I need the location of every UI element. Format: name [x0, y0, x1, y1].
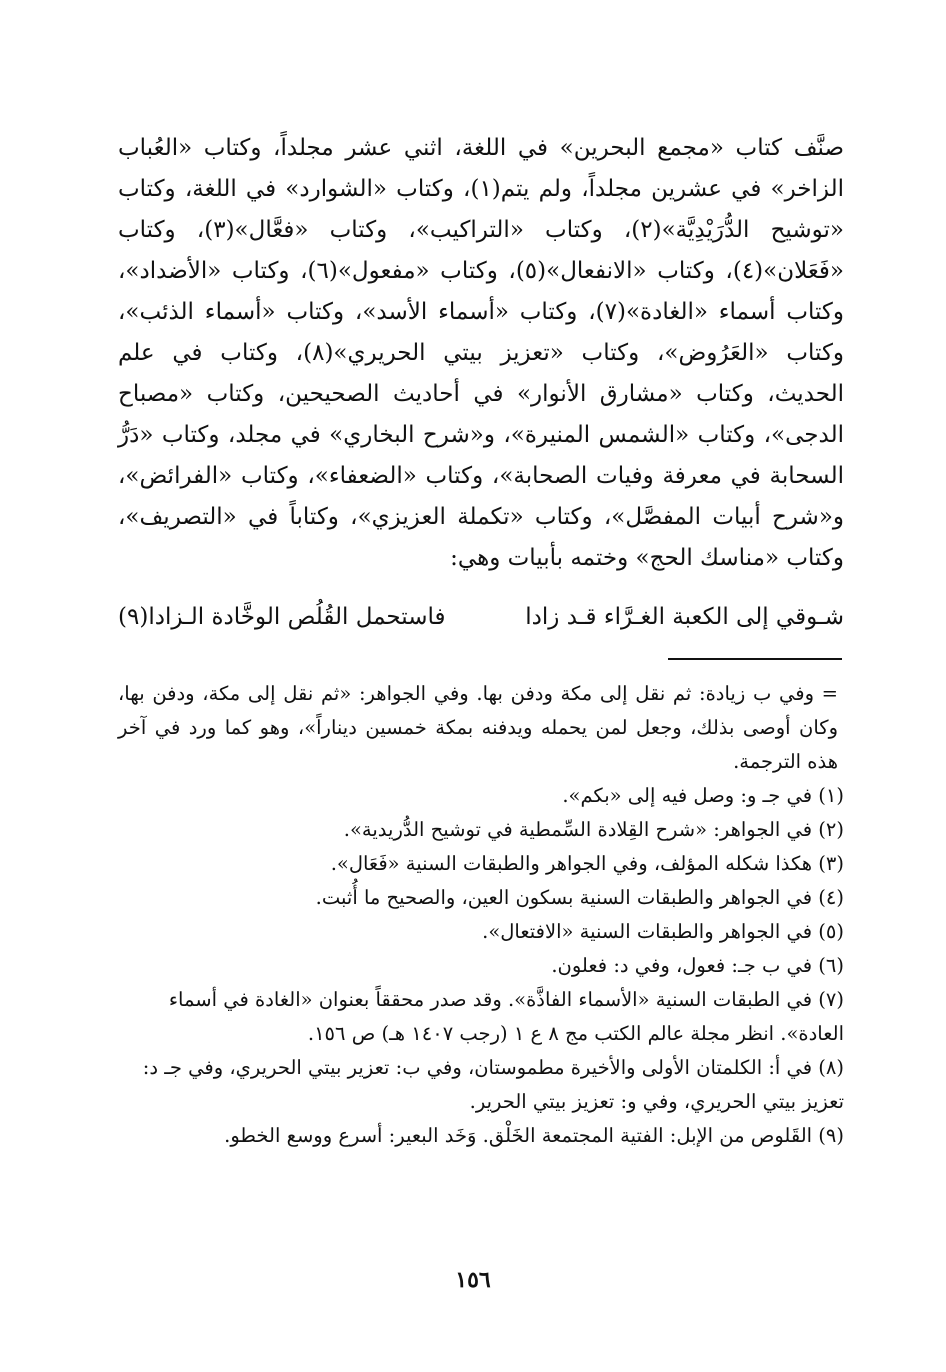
footnote-7: (٧) في الطبقات السنية «الأسماء الفاذَّة». وقد صدر محققاً بعنوان «الغادة في أسماء العادة». انظر مجلة عالم الكتب مج ٨ ع ١ (رجب ١٤٠٧ هـ) ص ١٥٦.	[168, 988, 844, 1045]
verse-first-hemistich: شـوقي إلى الكعبة الغـرَّاء قـد زادا	[525, 604, 844, 630]
verse-second-hemistich: فاستحمل القُلُص الوخَّادة الـزادا(٩)	[118, 604, 446, 630]
poem-verse	[118, 597, 844, 638]
page-number: ١٥٦	[455, 1267, 491, 1293]
footnote-2: (٢) في الجواهر: «شرح القِلادة السِّمطية في توشيح الدُّريدية».	[343, 818, 844, 841]
footnotes	[118, 677, 844, 1153]
footnote-3: (٣) هكذا شكله المؤلف، وفي الجواهر والطبقات السنية «فَعَال».	[330, 852, 844, 875]
footnote-1: (١) في جـ و: وصل فيه إلى «بكم».	[562, 784, 844, 807]
footnote-continuation: = وفي ب زيادة: ثم نقل إلى مكة ودفن بها. وفي الجواهر: «ثم نقل إلى مكة، ودفن بها، وكان أوصى بذلك، وجعل لمن يحمله ويدفنه بمكة خمسين ديناراً»، وهو كما ورد في آخر هذه الترجمة.	[118, 682, 838, 773]
footnote-8: (٨) في أ: الكلمتان الأولى والأخيرة مطموستان، وفي ب: تعزير بيتي الحريري، وفي جـ د: تعزيز بيتي الحريري، وفي و: تعزيز بيتي الحرير.	[142, 1056, 844, 1113]
footnote-9: (٩) القَلوص من الإبل: الفتية المجتمعة الخَلْق. وَخَد البعير: أسرع ووسع الخطو.	[224, 1124, 844, 1147]
footnote-6: (٦) في ب جـ: فعول، وفي د: فعلون.	[551, 954, 844, 977]
footnote-4: (٤) في الجواهر والطبقات السنية بسكون العين، والصحيح ما أُثبت.	[315, 886, 844, 909]
main-paragraph: صنَّف كتاب «مجمع البحرين» في اللغة، اثني عشر مجلداً، وكتاب «العُباب الزاخر» في عشرين مجلداً، ولم يتم(١)، وكتاب «الشوارد» في اللغة، وكتاب «توشيح الدُّرَيْدِيَّة»(٢)، وكتاب «التراكيب»، وكتاب «فعَّال»(٣)، وكتاب «فَعَلان»(٤)، وكتاب «الانفعال»(٥)، وكتاب «مفعول»(٦)، وكتاب «الأضداد»، وكتاب أسماء «الغادة»(٧)، وكتاب «أسماء الأسد»، وكتاب «أسماء الذئب»، وكتاب «العَرُوض»، وكتاب «تعزيز بيتي الحريري»(٨)، وكتاب في علم الحديث، وكتاب «مشارق الأنوار» في أحاديث الصحيحين، وكتاب «مصباح الدجى»، وكتاب «الشمس المنيرة»، و«شرح البخاري» في مجلد، وكتاب «دَرُّ السحابة في معرفة وفيات الصحابة»، وكتاب «الضعفاء»، وكتاب «الفرائض»، و«شرح أبيات المفصَّل»، وكتاب «تكملة العزيزي»، وكتاباً في «التصريف»، وكتاب «مناسك الحج» وختمه بأبيات وهي:	[118, 135, 845, 571]
footnote-5: (٥) في الجواهر والطبقات السنية «الافتعال».	[482, 920, 844, 943]
footnote-separator	[668, 658, 842, 660]
